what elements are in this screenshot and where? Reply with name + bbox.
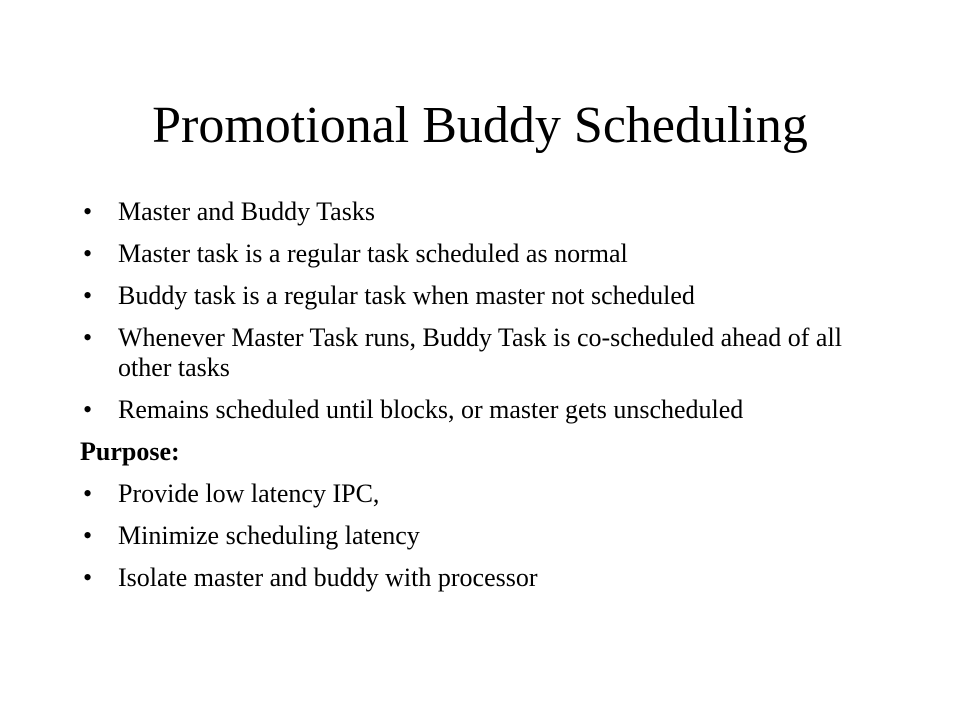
- bullet-text: Master and Buddy Tasks: [118, 197, 375, 226]
- bullet-item: [80, 395, 900, 425]
- bullet-text: Remains scheduled until blocks, or master gets unscheduled: [118, 395, 744, 424]
- bullet-item: [80, 239, 900, 269]
- bullet-item: [80, 281, 900, 311]
- bullet-item: [80, 197, 900, 227]
- purpose-bullet-item: [80, 479, 900, 509]
- bullet-icon: •: [83, 323, 93, 352]
- purpose-bullet-item: [80, 521, 900, 551]
- bullet-icon: •: [83, 395, 93, 424]
- slide-body: [80, 197, 900, 605]
- bullet-text: Whenever Master Task runs, Buddy Task is co-scheduled ahead of all other tasks: [118, 323, 842, 382]
- bullet-text: Isolate master and buddy with processor: [118, 563, 538, 592]
- bullet-icon: •: [83, 563, 93, 592]
- bullet-text: Master task is a regular task scheduled as normal: [118, 239, 628, 268]
- bullet-text: Minimize scheduling latency: [118, 521, 420, 550]
- bullet-icon: •: [83, 281, 93, 310]
- bullet-text: Buddy task is a regular task when master not scheduled: [118, 281, 695, 310]
- bullet-icon: •: [83, 479, 93, 508]
- purpose-heading: Purpose:: [80, 437, 180, 466]
- bullet-icon: •: [83, 197, 93, 226]
- purpose-bullet-item: [80, 563, 900, 593]
- bullet-item: [80, 323, 900, 383]
- slide-title: Promotional Buddy Scheduling: [152, 97, 808, 154]
- bullet-icon: •: [83, 239, 93, 268]
- bullet-icon: •: [83, 521, 93, 550]
- bullet-text: Provide low latency IPC,: [118, 479, 380, 508]
